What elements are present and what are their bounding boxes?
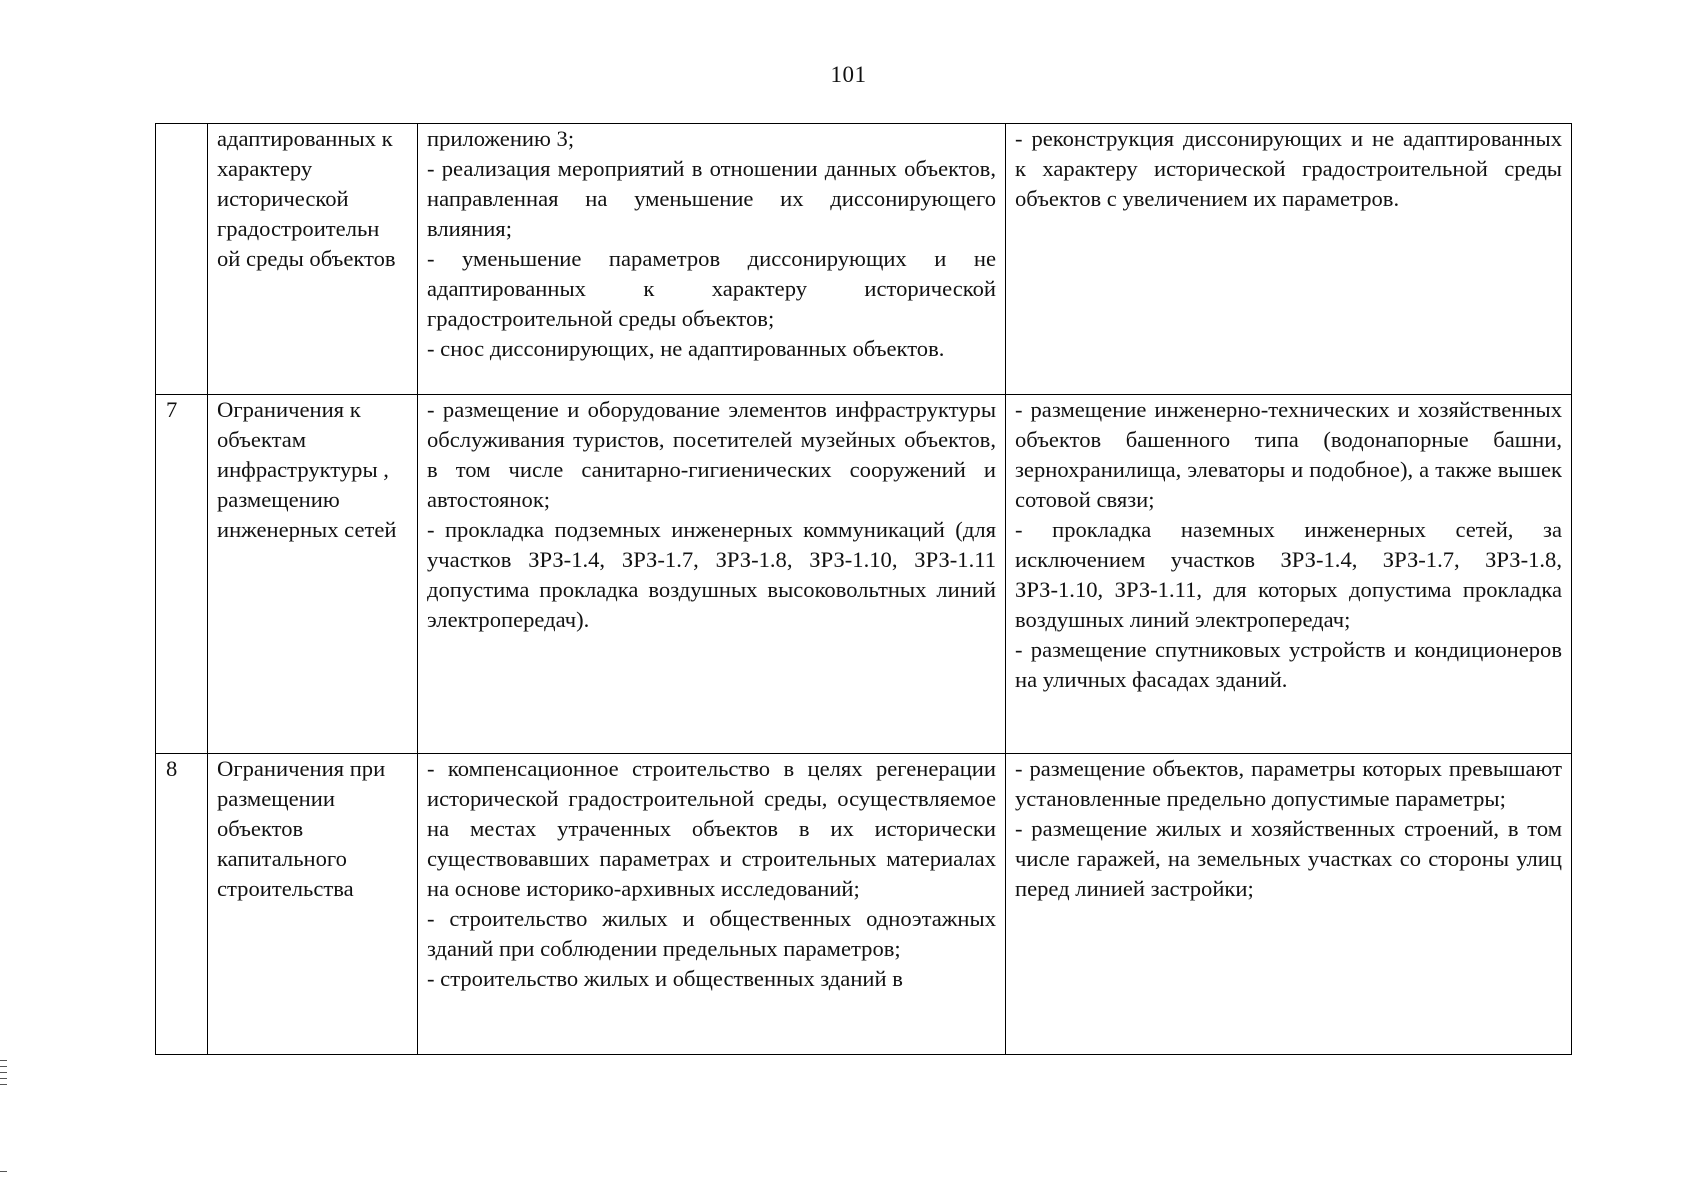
prohibited-cell [1006,124,1572,395]
restriction-name: адаптированных к характеру исторической градостроительн ой среды объектов [208,124,418,395]
page-number: 101 [830,62,867,87]
prohibited-item: - размещение инженерно-технических и хозяйственных объектов башенного типа (водонапорные башни, зернохранилища, элеваторы и подобное), а также вышек сотовой связи; [1015,397,1562,512]
table-row [156,395,1572,754]
restriction-name: Ограничения к объектам инфраструктуры , размещению инженерных сетей [208,395,418,754]
prohibited-item: - размещение объектов, параметры которых превышают установленные предельно допустимые параметры; [1015,756,1562,811]
row-number: 7 [156,395,208,754]
row-number [156,124,208,395]
allowed-item: - снос диссонирующих, не адаптированных объектов. [427,336,945,361]
prohibited-item: - размещение жилых и хозяйственных строений, в том числе гаражей, на земельных участках со стороны улиц перед линией застройки; [1015,816,1562,901]
regulations-table [155,123,1572,1055]
allowed-item: - уменьшение параметров диссонирующих и не адаптированных к характеру исторической градостроительной среды объектов; [427,246,996,331]
allowed-item: - строительство жилых и общественных зданий в [427,966,903,991]
allowed-item: - компенсационное строительство в целях регенерации исторической градостроительной среды, осуществляемое на местах утраченных объектов в их исторически существовавших параметрах и строительных материалах на основе историко-архивных исследований; [427,756,996,901]
prohibited-cell [1006,754,1572,1055]
allowed-item: приложению 3; [427,126,575,151]
allowed-cell [418,754,1006,1055]
binding-marks [0,1060,10,1090]
allowed-item: - прокладка подземных инженерных коммуникаций (для участков ЗРЗ-1.4, ЗРЗ-1.7, ЗРЗ-1.8, ЗРЗ-1.10, ЗРЗ-1.11 допустима прокладка воздушных высоковольтных линий электропередач). [427,517,996,632]
allowed-item: - строительство жилых и общественных одноэтажных зданий при соблюдении предельных параметров; [427,906,996,961]
restriction-name: Ограничения при размещении объектов капитального строительства [208,754,418,1055]
allowed-cell [418,395,1006,754]
binding-mark [0,1171,7,1172]
prohibited-cell [1006,395,1572,754]
prohibited-item: - размещение спутниковых устройств и кондиционеров на уличных фасадах зданий. [1015,637,1562,692]
table-row [156,754,1572,1055]
allowed-cell [418,124,1006,395]
prohibited-item: - прокладка наземных инженерных сетей, за исключением участков ЗРЗ-1.4, ЗРЗ-1.7, ЗРЗ-1.8, ЗРЗ-1.10, ЗРЗ-1.11, для которых допустима прокладка воздушных линий электропередач; [1015,517,1562,632]
prohibited-item: - реконструкция диссонирующих и не адаптированных к характеру исторической градостроительной среды объектов с увеличением их параметров. [1015,126,1562,211]
allowed-item: - размещение и оборудование элементов инфраструктуры обслуживания туристов, посетителей музейных объектов, в том числе санитарно-гигиенических сооружений и автостоянок; [427,397,996,512]
row-number: 8 [156,754,208,1055]
allowed-item: - реализация мероприятий в отношении данных объектов, направленная на уменьшение их диссонирующего влияния; [427,156,996,241]
table-row [156,124,1572,395]
